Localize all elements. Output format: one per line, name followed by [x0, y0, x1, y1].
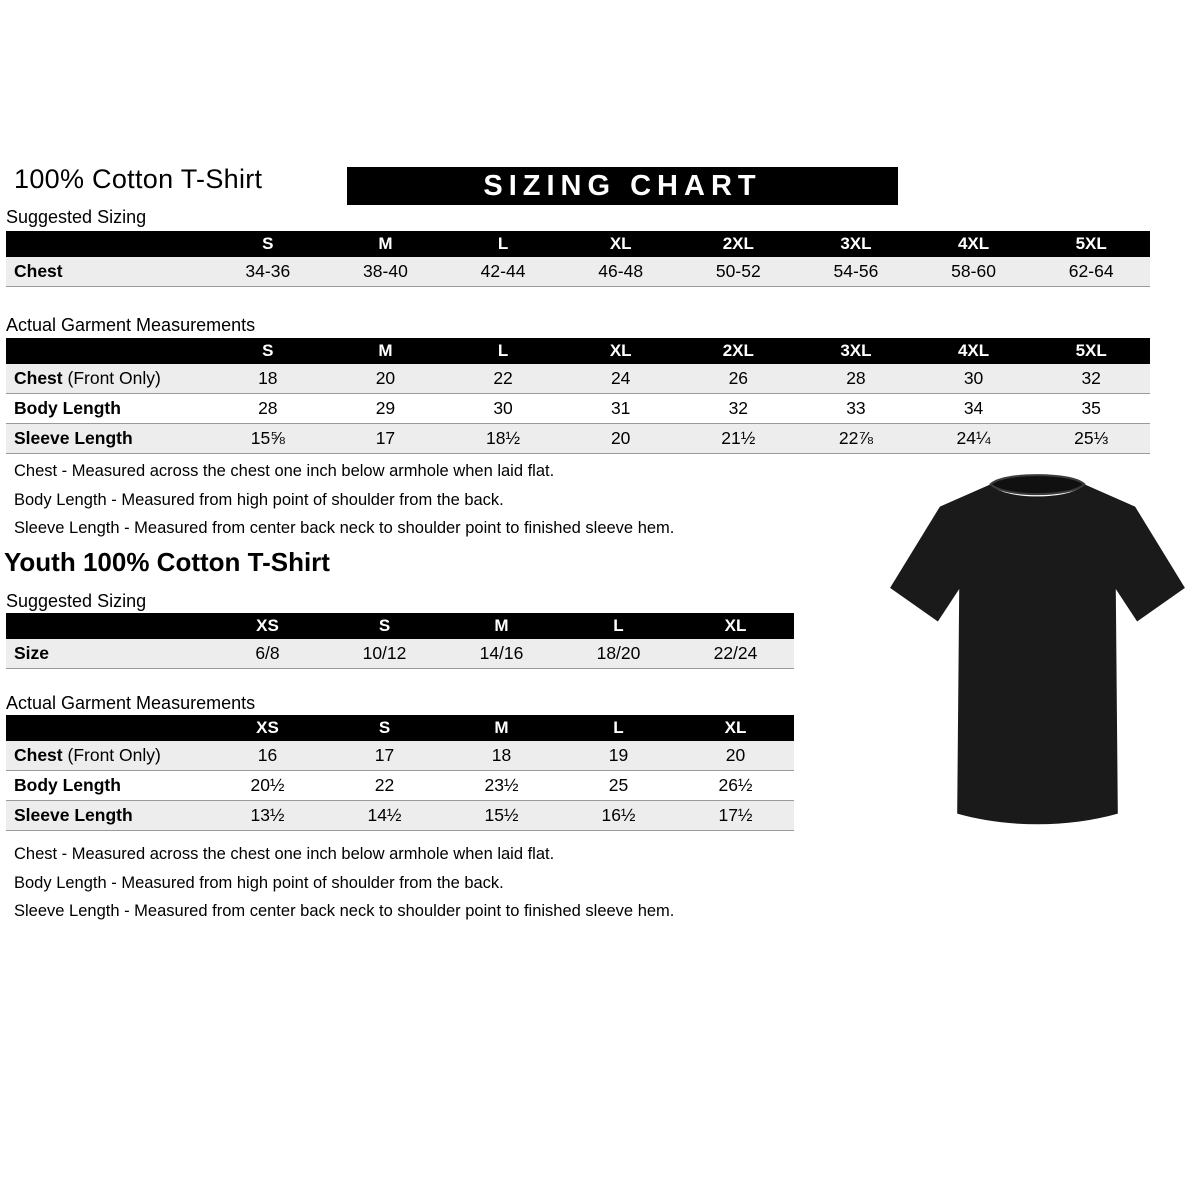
measurement-value: 18 — [209, 364, 327, 394]
measurement-value: 20 — [677, 741, 794, 771]
row-label: Size — [6, 639, 209, 669]
measurement-value: 22 — [444, 364, 562, 394]
sleeve-length-note: Sleeve Length - Measured from center back neck to shoulder point to finished sleeve hem. — [14, 902, 675, 920]
measurement-value: 33 — [797, 394, 915, 424]
header-corner-cell — [6, 715, 209, 741]
measurement-value: 32 — [680, 394, 798, 424]
black-tshirt-image — [885, 468, 1190, 838]
measurement-value: 38-40 — [327, 257, 445, 287]
measurement-value: 15⅝ — [209, 424, 327, 454]
measurement-value: 58-60 — [915, 257, 1033, 287]
size-column-header: L — [560, 613, 677, 639]
measurement-value: 28 — [209, 394, 327, 424]
size-column-header: XS — [209, 715, 326, 741]
header-corner-cell — [6, 231, 209, 257]
size-column-header: M — [443, 613, 560, 639]
measurement-value: 22 — [326, 771, 443, 801]
adult-actual-measurements-table — [6, 338, 1150, 454]
size-column-header: M — [443, 715, 560, 741]
measurement-row — [6, 771, 794, 801]
measurement-row — [6, 257, 1150, 287]
measurement-value: 35 — [1032, 394, 1150, 424]
measurement-value: 54-56 — [797, 257, 915, 287]
measurement-value: 10/12 — [326, 639, 443, 669]
measurement-value: 20½ — [209, 771, 326, 801]
youth-section-title: Youth 100% Cotton T-Shirt — [4, 547, 330, 577]
measurement-row — [6, 741, 794, 771]
row-label: Chest — [6, 257, 209, 287]
tshirt-collar — [991, 475, 1085, 494]
measurement-value: 17½ — [677, 801, 794, 831]
measurement-value: 32 — [1032, 364, 1150, 394]
measurement-value: 6/8 — [209, 639, 326, 669]
row-label: Chest (Front Only) — [6, 364, 209, 394]
sizing-chart-banner: SIZING CHART — [347, 167, 898, 205]
size-column-header: XL — [677, 715, 794, 741]
measurement-value: 23½ — [443, 771, 560, 801]
measurement-value: 13½ — [209, 801, 326, 831]
adult-suggested-sizing-table — [6, 231, 1150, 287]
size-column-header: XL — [677, 613, 794, 639]
adult-actual-measurements-label: Actual Garment Measurements — [6, 315, 256, 335]
youth-suggested-sizing-table — [6, 613, 794, 669]
measurement-value: 26½ — [677, 771, 794, 801]
youth-suggested-sizing-label: Suggested Sizing — [6, 591, 147, 611]
measurement-value: 15½ — [443, 801, 560, 831]
size-column-header: S — [209, 231, 327, 257]
measurement-value: 18/20 — [560, 639, 677, 669]
measurement-value: 62-64 — [1032, 257, 1150, 287]
size-column-header: 3XL — [797, 338, 915, 364]
chest-note: Chest - Measured across the chest one inch below armhole when laid flat. — [14, 845, 555, 863]
measurement-value: 29 — [327, 394, 445, 424]
measurement-row — [6, 424, 1150, 454]
size-column-header: XL — [562, 338, 680, 364]
measurement-row — [6, 639, 794, 669]
size-header-row — [6, 613, 794, 639]
size-column-header: 4XL — [915, 338, 1033, 364]
size-column-header: XL — [562, 231, 680, 257]
size-column-header: 2XL — [680, 338, 798, 364]
row-label: Body Length — [6, 771, 209, 801]
measurement-row — [6, 364, 1150, 394]
size-column-header: 4XL — [915, 231, 1033, 257]
header-corner-cell — [6, 338, 209, 364]
adult-measurement-notes — [14, 457, 674, 543]
size-column-header: XS — [209, 613, 326, 639]
size-column-header: 2XL — [680, 231, 798, 257]
measurement-value: 34 — [915, 394, 1033, 424]
measurement-value: 17 — [327, 424, 445, 454]
size-column-header: M — [327, 231, 445, 257]
size-column-header: S — [209, 338, 327, 364]
tshirt-body — [890, 484, 1185, 824]
row-label: Body Length — [6, 394, 209, 424]
chest-note: Chest - Measured across the chest one inch below armhole when laid flat. — [14, 462, 555, 480]
row-label: Sleeve Length — [6, 424, 209, 454]
measurement-value: 30 — [915, 364, 1033, 394]
size-column-header: 5XL — [1032, 231, 1150, 257]
youth-actual-measurements-table — [6, 715, 794, 831]
measurement-value: 31 — [562, 394, 680, 424]
measurement-value: 30 — [444, 394, 562, 424]
size-header-row — [6, 338, 1150, 364]
measurement-value: 20 — [327, 364, 445, 394]
measurement-value: 50-52 — [680, 257, 798, 287]
size-column-header: S — [326, 715, 443, 741]
measurement-value: 24 — [562, 364, 680, 394]
size-header-row — [6, 715, 794, 741]
measurement-value: 19 — [560, 741, 677, 771]
measurement-value: 16 — [209, 741, 326, 771]
measurement-value: 14/16 — [443, 639, 560, 669]
size-column-header: L — [560, 715, 677, 741]
body-length-note: Body Length - Measured from high point of shoulder from the back. — [14, 873, 504, 892]
measurement-value: 18 — [443, 741, 560, 771]
measurement-value: 42-44 — [444, 257, 562, 287]
size-column-header: 3XL — [797, 231, 915, 257]
measurement-value: 18½ — [444, 424, 562, 454]
measurement-value: 22⅞ — [797, 424, 915, 454]
row-label: Chest (Front Only) — [6, 741, 209, 771]
row-label: Sleeve Length — [6, 801, 209, 831]
size-column-header: L — [444, 338, 562, 364]
size-header-row — [6, 231, 1150, 257]
measurement-value: 46-48 — [562, 257, 680, 287]
measurement-value: 14½ — [326, 801, 443, 831]
size-column-header: L — [444, 231, 562, 257]
page-title: 100% Cotton T-Shirt — [14, 164, 263, 194]
body-length-note: Body Length - Measured from high point of shoulder from the back. — [14, 490, 504, 509]
adult-suggested-sizing-label: Suggested Sizing — [6, 207, 147, 227]
measurement-value: 24¼ — [915, 424, 1033, 454]
measurement-value: 22/24 — [677, 639, 794, 669]
measurement-value: 21½ — [680, 424, 798, 454]
measurement-value: 26 — [680, 364, 798, 394]
measurement-value: 25 — [560, 771, 677, 801]
measurement-value: 28 — [797, 364, 915, 394]
measurement-value: 20 — [562, 424, 680, 454]
measurement-value: 34-36 — [209, 257, 327, 287]
measurement-value: 17 — [326, 741, 443, 771]
size-column-header: M — [327, 338, 445, 364]
measurement-value: 16½ — [560, 801, 677, 831]
youth-measurement-notes — [14, 840, 674, 926]
header-corner-cell — [6, 613, 209, 639]
measurement-row — [6, 394, 1150, 424]
measurement-row — [6, 801, 794, 831]
size-column-header: 5XL — [1032, 338, 1150, 364]
size-column-header: S — [326, 613, 443, 639]
measurement-value: 25⅓ — [1032, 424, 1150, 454]
youth-actual-measurements-label: Actual Garment Measurements — [6, 693, 256, 713]
sleeve-length-note: Sleeve Length - Measured from center back neck to shoulder point to finished sleeve hem. — [14, 519, 675, 537]
